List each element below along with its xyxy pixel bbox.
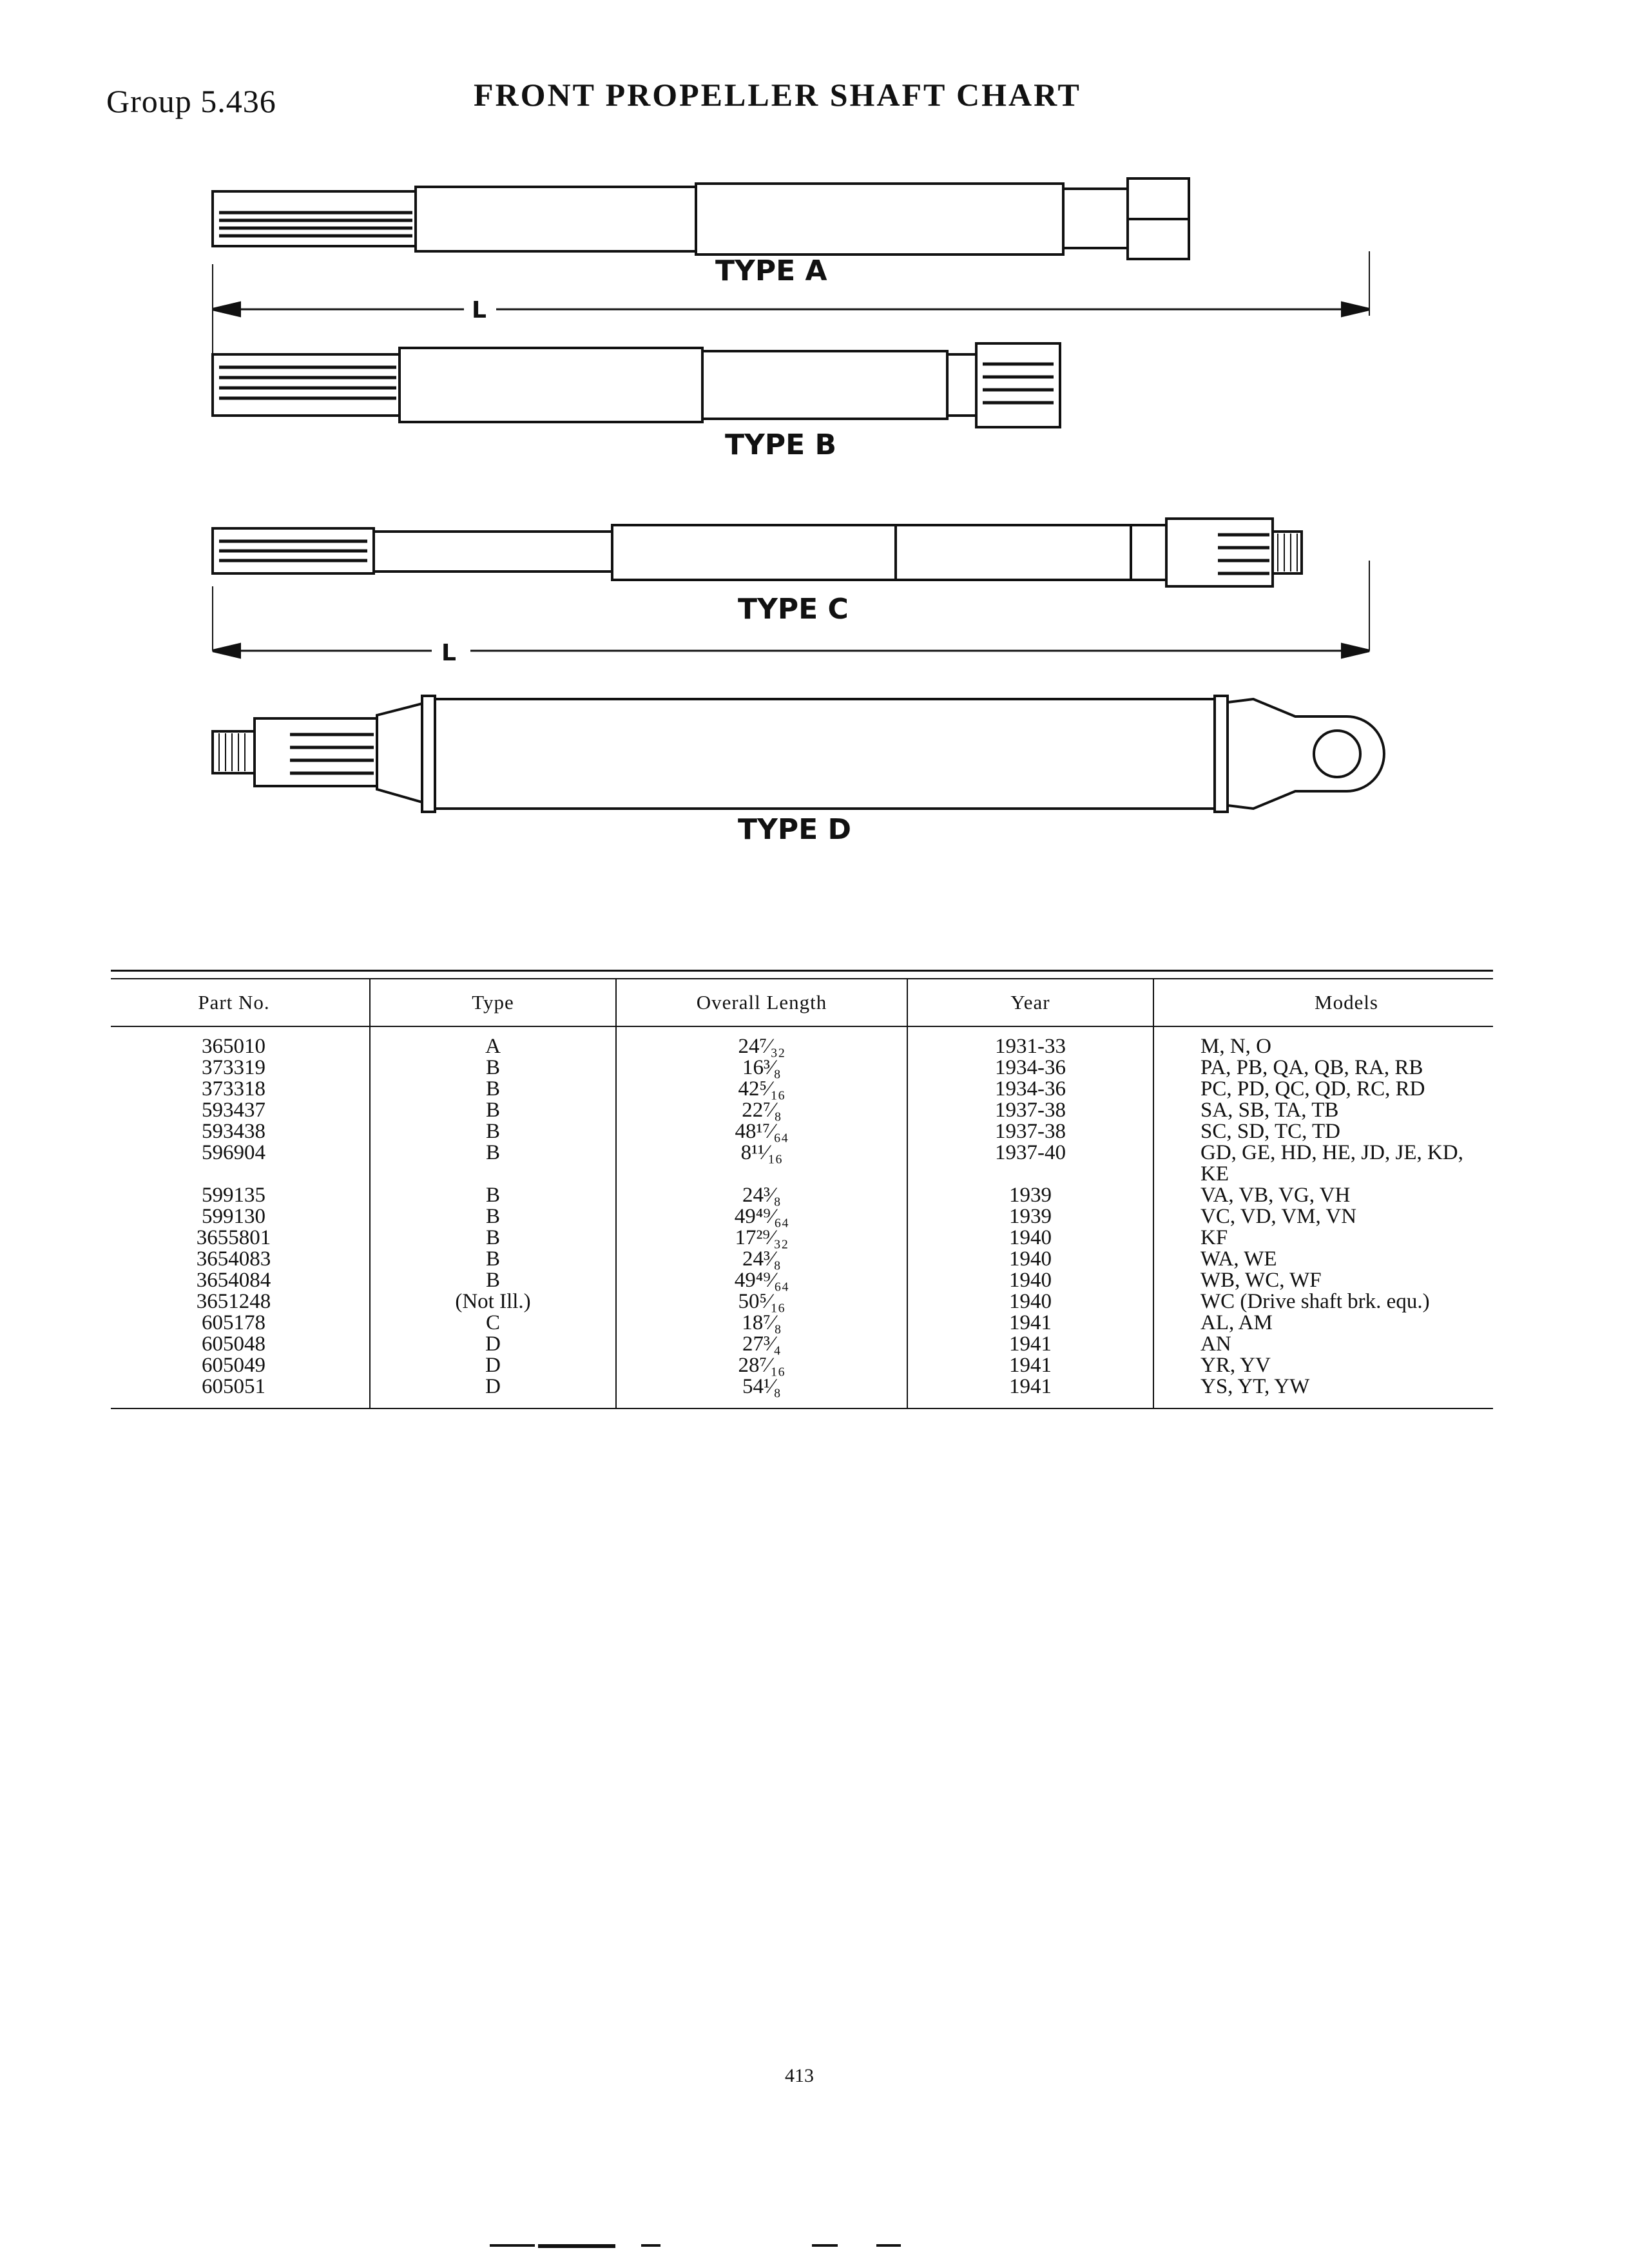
- header-overall-length: Overall Length: [616, 979, 907, 1026]
- cell-type: A: [370, 1026, 616, 1057]
- cell-part-no: 365010: [111, 1026, 370, 1057]
- cell-type: B: [370, 1270, 616, 1291]
- type-a-shaft-drawing: [213, 178, 1189, 259]
- table-row: [111, 1142, 1493, 1185]
- cell-year: 1940: [907, 1291, 1153, 1312]
- cell-year: 1940: [907, 1227, 1153, 1249]
- header-year: Year: [907, 979, 1153, 1026]
- cell-year: 1940: [907, 1270, 1153, 1291]
- cell-year: 1937-38: [907, 1121, 1153, 1142]
- cell-type: D: [370, 1376, 616, 1408]
- cell-overall-length: 42⁵⁄₁₆: [616, 1079, 907, 1100]
- cell-type: B: [370, 1121, 616, 1142]
- cell-year: 1941: [907, 1334, 1153, 1355]
- cell-models: AN: [1200, 1332, 1231, 1356]
- header-type: Type: [370, 979, 616, 1026]
- cell-overall-length: 48¹⁷⁄₆₄: [616, 1121, 907, 1142]
- cell-part-no: 373318: [111, 1079, 370, 1100]
- table-row: [111, 1026, 1493, 1057]
- cell-year: 1941: [907, 1376, 1153, 1408]
- scan-mark: [641, 2244, 660, 2247]
- cell-year: 1941: [907, 1355, 1153, 1376]
- cell-overall-length: 16³⁄₈: [616, 1057, 907, 1079]
- cell-models: WC (Drive shaft brk. equ.): [1200, 1290, 1430, 1313]
- cell-year: 1937-40: [907, 1142, 1153, 1185]
- table-top-rule: [111, 970, 1493, 979]
- cell-type: B: [370, 1185, 616, 1206]
- cell-type: D: [370, 1334, 616, 1355]
- cell-type: B: [370, 1227, 616, 1249]
- cell-part-no: 599130: [111, 1206, 370, 1227]
- cell-part-no: 3651248: [111, 1291, 370, 1312]
- cell-year: 1934-36: [907, 1079, 1153, 1100]
- cell-part-no: 373319: [111, 1057, 370, 1079]
- group-number: Group 5.436: [106, 83, 276, 119]
- cell-models: WB, WC, WF: [1200, 1269, 1322, 1292]
- cell-overall-length: 49⁴⁹⁄₆₄: [616, 1270, 907, 1291]
- cell-models: AL, AM: [1200, 1311, 1273, 1334]
- length-label-a: L: [472, 297, 487, 323]
- type-b-shaft-drawing: [213, 343, 1060, 427]
- length-label-c: L: [441, 640, 456, 666]
- cell-models: SC, SD, TC, TD: [1200, 1120, 1341, 1143]
- cell-overall-length: 28⁷⁄₁₆: [616, 1355, 907, 1376]
- cell-models: YS, YT, YW: [1153, 1376, 1493, 1408]
- cell-overall-length: 24³⁄₈: [616, 1185, 907, 1206]
- scan-mark: [876, 2244, 901, 2247]
- table-row: [111, 1079, 1493, 1100]
- cell-type: B: [370, 1206, 616, 1227]
- cell-part-no: 605049: [111, 1355, 370, 1376]
- table-row: [111, 1312, 1493, 1334]
- table-row: [111, 1100, 1493, 1121]
- cell-part-no: 593438: [111, 1121, 370, 1142]
- table-row: [111, 1355, 1493, 1376]
- table-row: [111, 1376, 1493, 1408]
- table-row: [111, 1057, 1493, 1079]
- cell-overall-length: 49⁴⁹⁄₆₄: [616, 1206, 907, 1227]
- cell-type: B: [370, 1057, 616, 1079]
- cell-type: (Not Ill.): [370, 1291, 616, 1312]
- table-row: [111, 1270, 1493, 1291]
- cell-overall-length: 8¹¹⁄₁₆: [616, 1142, 907, 1185]
- cell-models: PC, PD, QC, QD, RC, RD: [1200, 1077, 1425, 1100]
- cell-part-no: 3654084: [111, 1270, 370, 1291]
- cell-part-no: 3654083: [111, 1249, 370, 1270]
- shaft-table: [111, 979, 1493, 1409]
- propeller-shaft-diagram: [193, 161, 1450, 857]
- cell-models: SA, SB, TA, TB: [1200, 1099, 1339, 1122]
- cell-year: 1931-33: [907, 1026, 1153, 1057]
- shaft-chart-table: [111, 970, 1493, 1409]
- scan-mark: [812, 2244, 838, 2247]
- cell-models: VA, VB, VG, VH: [1200, 1184, 1351, 1207]
- cell-models: WA, WE: [1200, 1247, 1277, 1271]
- cell-part-no: 605051: [111, 1376, 370, 1408]
- cell-year: 1941: [907, 1312, 1153, 1334]
- cell-year: 1940: [907, 1249, 1153, 1270]
- cell-part-no: 596904: [111, 1142, 370, 1185]
- type-a-label: TYPE A: [715, 255, 827, 287]
- cell-year: 1939: [907, 1185, 1153, 1206]
- cell-part-no: 605178: [111, 1312, 370, 1334]
- type-c-shaft-drawing: [213, 519, 1302, 586]
- cell-year: 1939: [907, 1206, 1153, 1227]
- cell-models: GD, GE, HD, HE, JD, JE, KD, KE: [1200, 1141, 1463, 1186]
- table-row: [111, 1291, 1493, 1312]
- cell-part-no: 605048: [111, 1334, 370, 1355]
- cell-part-no: 593437: [111, 1100, 370, 1121]
- scan-mark: [538, 2244, 615, 2248]
- cell-type: C: [370, 1312, 616, 1334]
- cell-overall-length: 24⁷⁄₃₂: [616, 1026, 907, 1057]
- cell-models: KF: [1200, 1226, 1228, 1249]
- cell-models: M, N, O: [1200, 1035, 1272, 1058]
- cell-type: B: [370, 1142, 616, 1185]
- type-b-label: TYPE B: [725, 428, 837, 461]
- cell-overall-length: 54¹⁄₈: [616, 1376, 907, 1408]
- cell-year: 1937-38: [907, 1100, 1153, 1121]
- cell-models: YR, YV: [1200, 1354, 1271, 1377]
- cell-type: B: [370, 1100, 616, 1121]
- cell-models: VC, VD, VM, VN: [1200, 1205, 1357, 1228]
- table-row: [111, 1206, 1493, 1227]
- page-title: FRONT PROPELLER SHAFT CHART: [474, 77, 1081, 113]
- table-header-row: [111, 979, 1493, 1026]
- table-row: [111, 1185, 1493, 1206]
- cell-part-no: 3655801: [111, 1227, 370, 1249]
- cell-overall-length: 17²⁹⁄₃₂: [616, 1227, 907, 1249]
- cell-overall-length: 22⁷⁄₈: [616, 1100, 907, 1121]
- type-d-shaft-drawing: [213, 696, 1384, 812]
- cell-type: B: [370, 1249, 616, 1270]
- cell-year: 1934-36: [907, 1057, 1153, 1079]
- header-models: Models: [1153, 979, 1493, 1026]
- cell-overall-length: 18⁷⁄₈: [616, 1312, 907, 1334]
- table-row: [111, 1249, 1493, 1270]
- table-row: [111, 1334, 1493, 1355]
- cell-type: D: [370, 1355, 616, 1376]
- cell-models: PA, PB, QA, QB, RA, RB: [1200, 1056, 1423, 1079]
- scan-mark: [490, 2244, 535, 2247]
- cell-type: B: [370, 1079, 616, 1100]
- cell-part-no: 599135: [111, 1185, 370, 1206]
- type-d-label: TYPE D: [738, 813, 852, 846]
- table-row: [111, 1121, 1493, 1142]
- page-number: 413: [785, 2065, 814, 2086]
- cell-overall-length: 27³⁄₄: [616, 1334, 907, 1355]
- table-row: [111, 1227, 1493, 1249]
- cell-overall-length: 24³⁄₈: [616, 1249, 907, 1270]
- header-part-no: Part No.: [111, 979, 370, 1026]
- type-c-label: TYPE C: [738, 593, 849, 626]
- cell-overall-length: 50⁵⁄₁₆: [616, 1291, 907, 1312]
